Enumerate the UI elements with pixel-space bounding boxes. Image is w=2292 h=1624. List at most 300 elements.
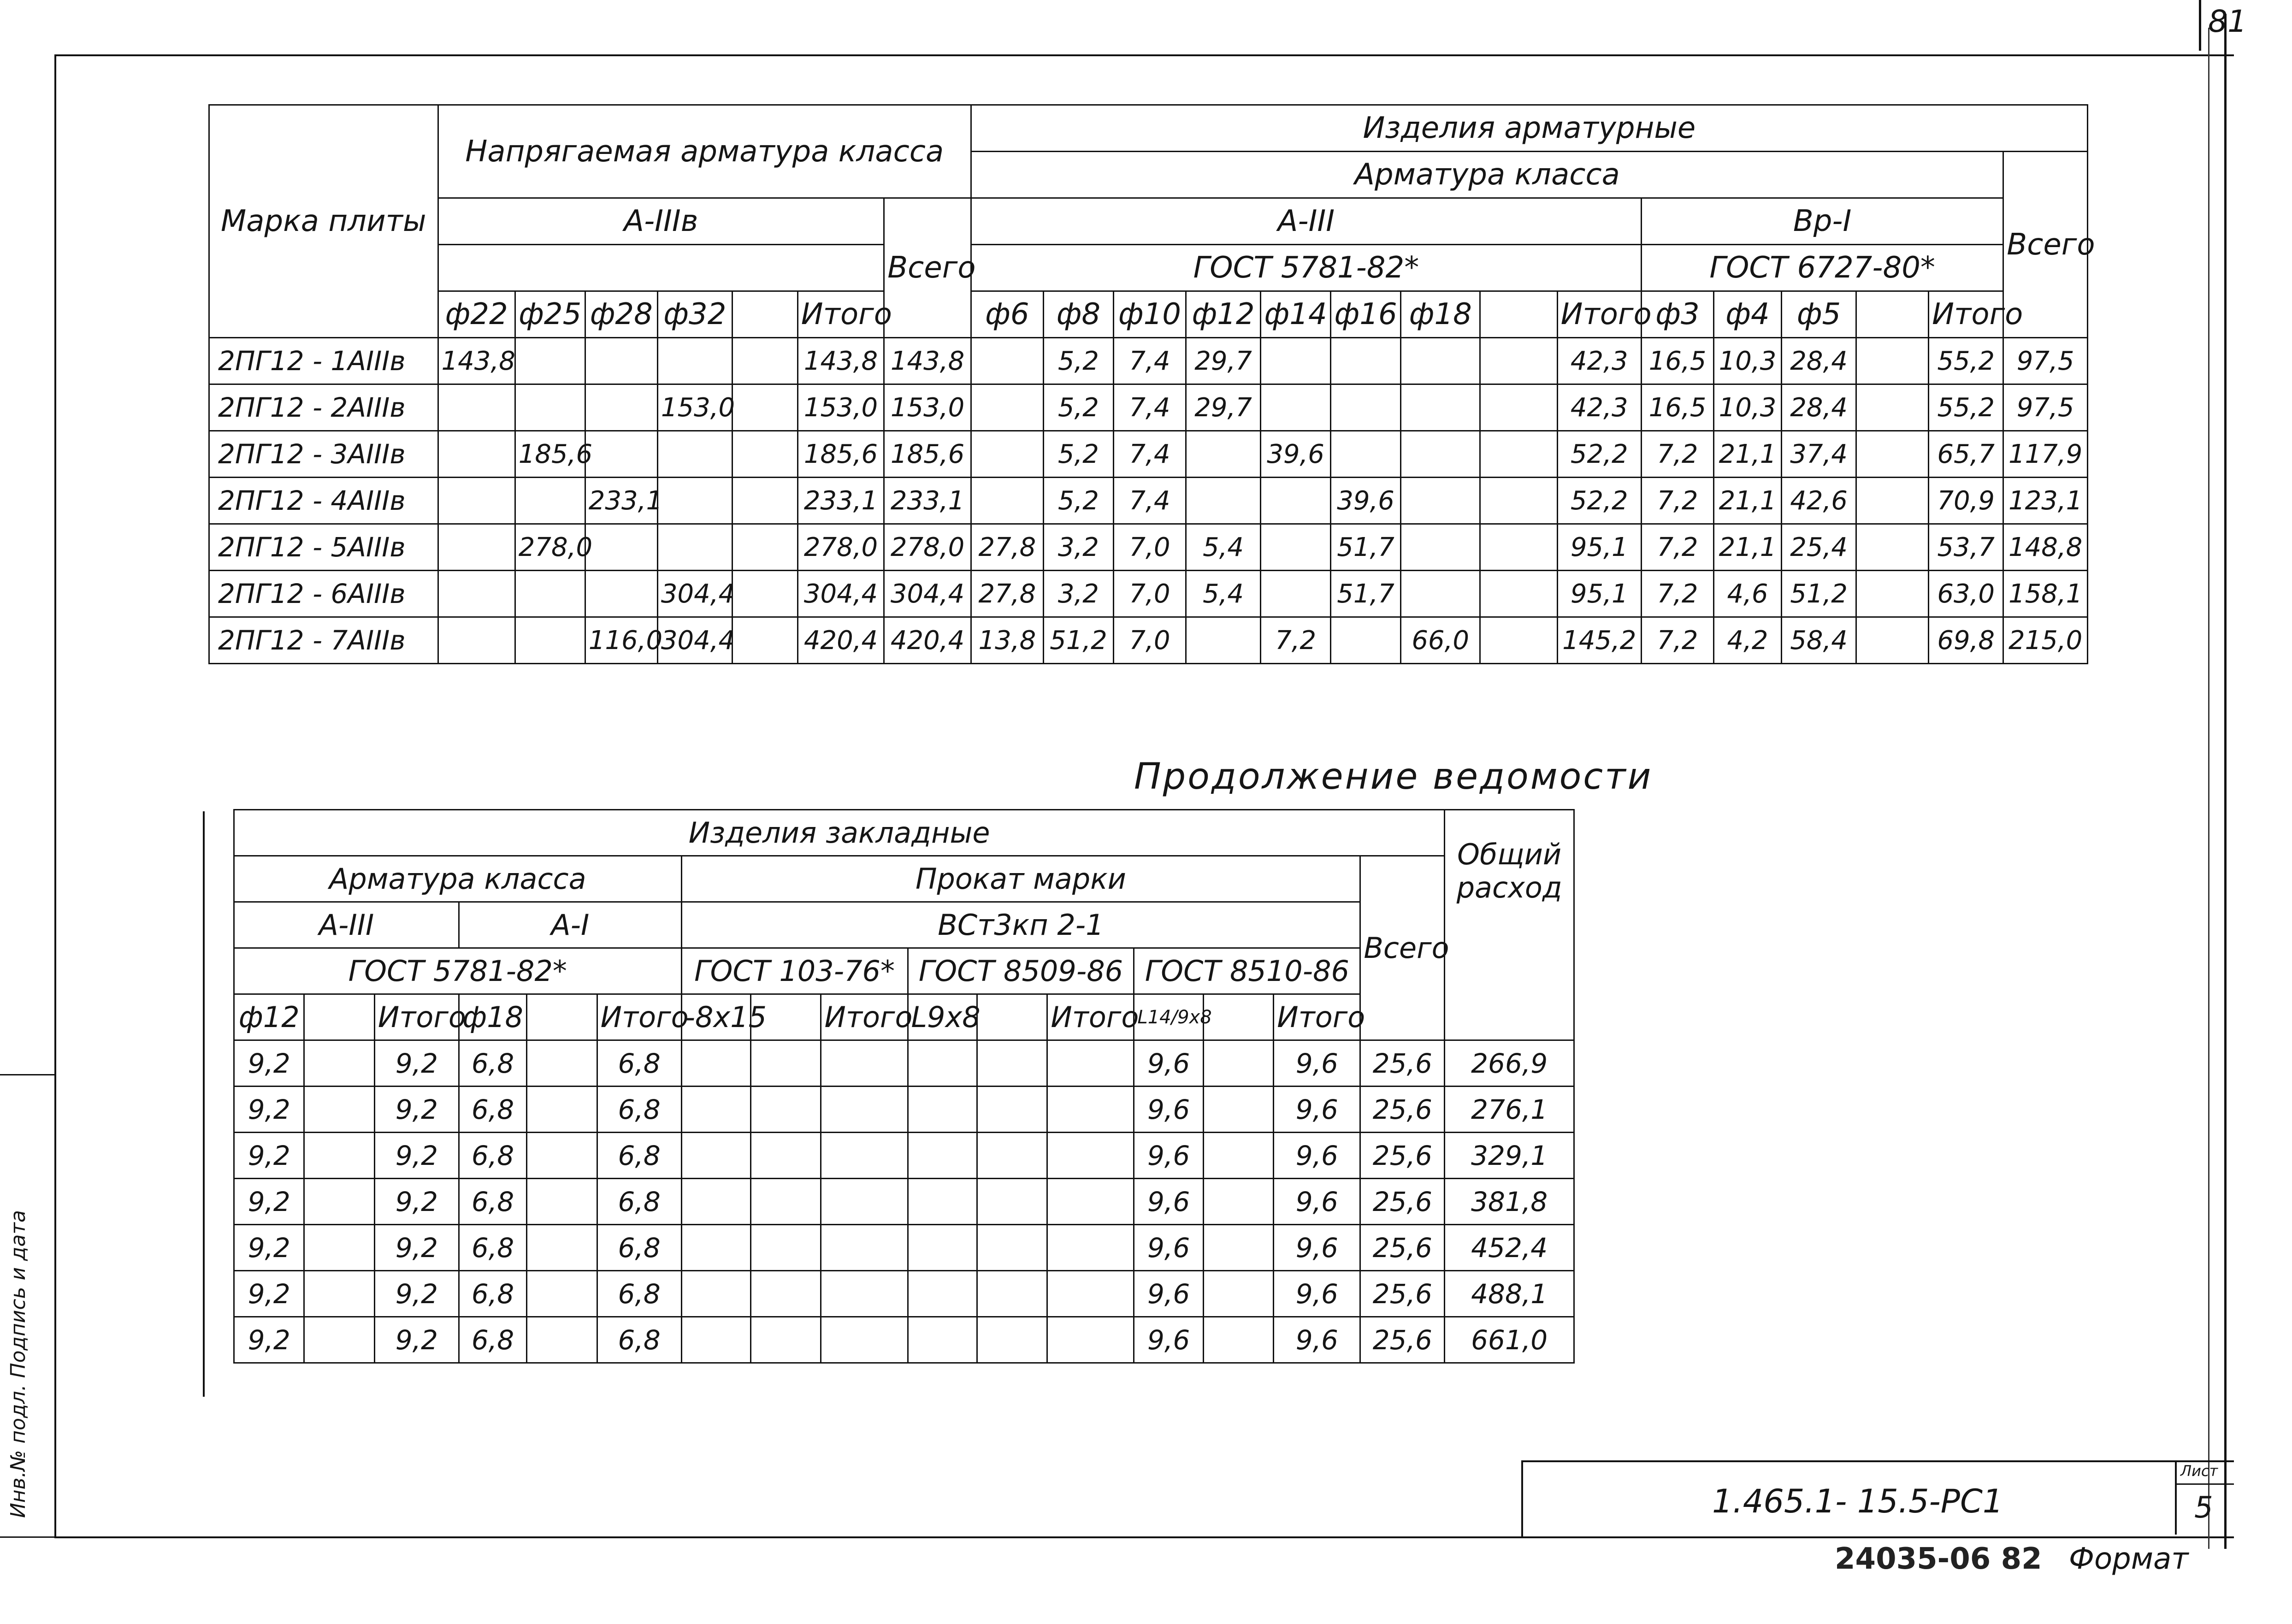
- table-cell: [1856, 478, 1929, 524]
- plate-mark: 2ПГ12 - 2AIIIв: [209, 384, 438, 431]
- table-cell: 153,0: [797, 384, 884, 431]
- table-cell: [1401, 571, 1480, 617]
- table-row: [234, 1087, 1574, 1133]
- table-cell: [821, 1040, 908, 1087]
- header-rebar-class: Арматура класса: [971, 152, 2003, 198]
- header-a3-gost: ГОСТ 5781-82*: [971, 245, 1641, 291]
- table-cell: [304, 1317, 374, 1363]
- table-cell: 6,8: [597, 1317, 681, 1363]
- table-cell: [751, 1133, 821, 1179]
- table-cell: 420,4: [884, 617, 971, 664]
- table-cell: [1331, 338, 1401, 384]
- table-cell: [1203, 1133, 1273, 1179]
- table-cell: 52,2: [1557, 431, 1641, 478]
- table2-left-bracket: [203, 811, 205, 1397]
- table-cell: [681, 1317, 750, 1363]
- table-cell: 16,5: [1641, 338, 1713, 384]
- table-row: [209, 524, 2088, 571]
- table-cell: [304, 1271, 374, 1317]
- header-a1: A-I: [459, 902, 681, 948]
- table-cell: 25,6: [1360, 1225, 1445, 1271]
- table-cell: 266,9: [1445, 1040, 1574, 1087]
- table-cell: [971, 478, 1043, 524]
- table-cell: 65,7: [1929, 431, 2003, 478]
- table-cell: [821, 1133, 908, 1179]
- subheader-1: [304, 994, 374, 1040]
- table-cell: [751, 1087, 821, 1133]
- table-cell: [908, 1040, 977, 1087]
- table-row: [209, 478, 2088, 524]
- table-cell: 6,8: [597, 1179, 681, 1225]
- table-cell: 278,0: [515, 524, 585, 571]
- table-cell: 185,6: [797, 431, 884, 478]
- table-cell: [1047, 1133, 1134, 1179]
- subheader-bp1-4: Итого: [1929, 291, 2003, 338]
- subheader-a3-8: Итого: [1557, 291, 1641, 338]
- table-cell: [821, 1179, 908, 1225]
- table-cell: [585, 524, 657, 571]
- table-cell: [1480, 431, 1557, 478]
- header-prestressed: Напрягаемая арматура класса: [438, 105, 971, 198]
- table-cell: 28,4: [1781, 384, 1856, 431]
- header-gost-rebar: ГОСТ 5781-82*: [234, 948, 682, 994]
- footer: [1835, 1542, 2189, 1576]
- table-cell: 3,2: [1043, 571, 1113, 617]
- header-embedded: Изделия закладные: [234, 810, 1445, 856]
- table-cell: 25,6: [1360, 1040, 1445, 1087]
- table-cell: 6,8: [459, 1271, 526, 1317]
- table-cell: [821, 1317, 908, 1363]
- table-cell: [1047, 1179, 1134, 1225]
- table-cell: 66,0: [1401, 617, 1480, 664]
- footer-format-label: Формат: [2068, 1542, 2189, 1576]
- table-cell: 69,8: [1929, 617, 2003, 664]
- continuation-title: Продолжение ведомости: [1134, 756, 1653, 797]
- table-cell: 329,1: [1445, 1133, 1574, 1179]
- table-cell: [908, 1225, 977, 1271]
- table-cell: 9,6: [1134, 1179, 1203, 1225]
- table-cell: 6,8: [597, 1087, 681, 1133]
- table-cell: 7,4: [1113, 384, 1186, 431]
- table-row: [209, 571, 2088, 617]
- table-cell: [1203, 1317, 1273, 1363]
- table-cell: [304, 1087, 374, 1133]
- header-bp1: Bp-I: [1641, 198, 2003, 245]
- table-row: [234, 1225, 1574, 1271]
- table-cell: 123,1: [2003, 478, 2088, 524]
- table-cell: 29,7: [1186, 338, 1260, 384]
- table-cell: [908, 1133, 977, 1179]
- plate-mark: 2ПГ12 - 4AIIIв: [209, 478, 438, 524]
- table-cell: [971, 338, 1043, 384]
- table-cell: 42,3: [1557, 338, 1641, 384]
- table-cell: [1401, 524, 1480, 571]
- table-cell: [1331, 431, 1401, 478]
- subheader-8: Итого: [821, 994, 908, 1040]
- table-cell: [304, 1225, 374, 1271]
- table-cell: 9,6: [1274, 1179, 1360, 1225]
- subheader-a3-5: ф16: [1331, 291, 1401, 338]
- table-cell: [971, 384, 1043, 431]
- table-cell: 381,8: [1445, 1179, 1574, 1225]
- table-cell: 276,1: [1445, 1087, 1574, 1133]
- subheader-a3-6: ф18: [1401, 291, 1480, 338]
- table-cell: 21,1: [1714, 478, 1782, 524]
- table-cell: 9,2: [234, 1271, 304, 1317]
- table-cell: 5,4: [1186, 524, 1260, 571]
- sheet-label: Лист: [2180, 1462, 2218, 1480]
- table-cell: [1856, 617, 1929, 664]
- table-cell: [527, 1271, 597, 1317]
- table-cell: 304,4: [884, 571, 971, 617]
- table-cell: [585, 384, 657, 431]
- table-cell: [1480, 338, 1557, 384]
- right-border-line-inner: [2208, 28, 2209, 1549]
- subheader-6: -8x15: [681, 994, 750, 1040]
- table-cell: [1856, 571, 1929, 617]
- subheader-13: [1203, 994, 1273, 1040]
- subheader-14: Итого: [1274, 994, 1360, 1040]
- table-cell: [977, 1179, 1047, 1225]
- table-cell: [1401, 478, 1480, 524]
- table-cell: 25,6: [1360, 1179, 1445, 1225]
- table-cell: [751, 1225, 821, 1271]
- table-cell: 143,8: [797, 338, 884, 384]
- header-bp1-gost: ГОСТ 6727-80*: [1641, 245, 2003, 291]
- table-cell: 9,2: [374, 1087, 459, 1133]
- table-cell: [732, 524, 797, 571]
- table-cell: 153,0: [884, 384, 971, 431]
- table-cell: 58,4: [1781, 617, 1856, 664]
- table-cell: 7,2: [1641, 617, 1713, 664]
- table-cell: [751, 1271, 821, 1317]
- subheader-3: ф18: [459, 994, 526, 1040]
- subheader-prestressed-3: ф32: [657, 291, 732, 338]
- table-cell: [527, 1087, 597, 1133]
- table-cell: [681, 1225, 750, 1271]
- table-cell: 52,2: [1557, 478, 1641, 524]
- table-cell: 10,3: [1714, 384, 1782, 431]
- sheet-label-divider: [2177, 1483, 2234, 1485]
- table-cell: 21,1: [1714, 431, 1782, 478]
- table-cell: [1401, 384, 1480, 431]
- table-cell: 55,2: [1929, 338, 2003, 384]
- subheader-a3-0: ф6: [971, 291, 1043, 338]
- header-plate-mark: Марка плиты: [209, 105, 438, 338]
- subheader-prestressed-5: Итого: [797, 291, 884, 338]
- table-cell: 9,6: [1274, 1317, 1360, 1363]
- table-cell: 116,0: [585, 617, 657, 664]
- header-gost103: ГОСТ 103-76*: [681, 948, 908, 994]
- table-cell: [1047, 1040, 1134, 1087]
- header-overall-consumption: Общий расход: [1445, 810, 1574, 1040]
- table-row: [234, 1271, 1574, 1317]
- table-cell: [977, 1087, 1047, 1133]
- table-cell: 143,8: [884, 338, 971, 384]
- table-cell: 25,6: [1360, 1271, 1445, 1317]
- table-cell: 5,2: [1043, 338, 1113, 384]
- table-cell: 304,4: [797, 571, 884, 617]
- table-cell: 185,6: [884, 431, 971, 478]
- table-cell: [1480, 571, 1557, 617]
- table-cell: [908, 1317, 977, 1363]
- table-cell: [1203, 1179, 1273, 1225]
- table-cell: 7,2: [1641, 478, 1713, 524]
- table-cell: [821, 1271, 908, 1317]
- table-cell: 51,2: [1043, 617, 1113, 664]
- header-rebar-class: Арматура класса: [234, 856, 682, 902]
- table-cell: [1261, 338, 1331, 384]
- table-cell: 278,0: [884, 524, 971, 571]
- table-cell: 39,6: [1331, 478, 1401, 524]
- table-cell: [1047, 1317, 1134, 1363]
- table-cell: 488,1: [1445, 1271, 1574, 1317]
- table-cell: [977, 1225, 1047, 1271]
- table-cell: 51,7: [1331, 571, 1401, 617]
- table-cell: 37,4: [1781, 431, 1856, 478]
- table-cell: [438, 384, 515, 431]
- table-cell: 278,0: [797, 524, 884, 571]
- header-blank: [438, 245, 884, 291]
- table-cell: [977, 1271, 1047, 1317]
- table-cell: 7,0: [1113, 524, 1186, 571]
- table-cell: 9,6: [1134, 1040, 1203, 1087]
- table-cell: [908, 1271, 977, 1317]
- table-cell: [438, 524, 515, 571]
- table-cell: [1047, 1225, 1134, 1271]
- table-cell: 7,2: [1641, 431, 1713, 478]
- table-cell: [585, 431, 657, 478]
- plate-mark: 2ПГ12 - 5AIIIв: [209, 524, 438, 571]
- table-cell: 143,8: [438, 338, 515, 384]
- table-cell: [527, 1317, 597, 1363]
- table-cell: [438, 431, 515, 478]
- sheet-number: 5: [2194, 1491, 2213, 1525]
- header-rolled: Прокат марки: [681, 856, 1360, 902]
- table-cell: 9,2: [374, 1271, 459, 1317]
- table-cell: [1186, 431, 1260, 478]
- table-cell: 6,8: [459, 1040, 526, 1087]
- table-cell: 25,6: [1360, 1317, 1445, 1363]
- table-cell: 42,6: [1781, 478, 1856, 524]
- embedded-items-table: [233, 809, 1575, 1364]
- table-cell: [732, 384, 797, 431]
- table-cell: [657, 524, 732, 571]
- table-cell: [732, 338, 797, 384]
- table-cell: 95,1: [1557, 524, 1641, 571]
- table-cell: 51,7: [1331, 524, 1401, 571]
- subheader-5: Итого: [597, 994, 681, 1040]
- table-cell: 145,2: [1557, 617, 1641, 664]
- subheader-a3-2: ф10: [1113, 291, 1186, 338]
- table-row: [209, 431, 2088, 478]
- table-cell: 6,8: [459, 1179, 526, 1225]
- table-row: [209, 338, 2088, 384]
- table-cell: [1331, 617, 1401, 664]
- table-cell: 9,2: [234, 1179, 304, 1225]
- plate-mark: 2ПГ12 - 1AIIIв: [209, 338, 438, 384]
- table-cell: [1047, 1271, 1134, 1317]
- table-cell: 25,4: [1781, 524, 1856, 571]
- header-gost8510: ГОСТ 8510-86: [1134, 948, 1360, 994]
- header-a3: A-III: [234, 902, 459, 948]
- sheet-corner-number: 81: [2208, 4, 2247, 39]
- table-cell: [527, 1040, 597, 1087]
- table-cell: 153,0: [657, 384, 732, 431]
- table-cell: 6,8: [459, 1087, 526, 1133]
- table-cell: 9,2: [234, 1317, 304, 1363]
- table-cell: 6,8: [459, 1133, 526, 1179]
- table-cell: [1480, 478, 1557, 524]
- table-cell: 5,2: [1043, 431, 1113, 478]
- table-cell: 4,2: [1714, 617, 1782, 664]
- table-cell: [585, 338, 657, 384]
- header-gost8509: ГОСТ 8509-86: [908, 948, 1134, 994]
- table-cell: [1203, 1271, 1273, 1317]
- table-cell: 53,7: [1929, 524, 2003, 571]
- table-cell: [977, 1317, 1047, 1363]
- table-cell: 9,2: [374, 1179, 459, 1225]
- table-cell: [732, 571, 797, 617]
- table-cell: 9,6: [1274, 1087, 1360, 1133]
- table-cell: 7,2: [1641, 571, 1713, 617]
- right-border-line: [2224, 14, 2227, 1549]
- table-cell: [515, 571, 585, 617]
- table-cell: 233,1: [585, 478, 657, 524]
- table-cell: 97,5: [2003, 384, 2088, 431]
- sheet-cell: [2175, 1460, 2234, 1535]
- header-total: Всего: [1360, 856, 1445, 1040]
- table-cell: 9,2: [374, 1133, 459, 1179]
- table-cell: 158,1: [2003, 571, 2088, 617]
- table-cell: 9,6: [1134, 1225, 1203, 1271]
- subheader-bp1-1: ф4: [1714, 291, 1782, 338]
- subheader-10: [977, 994, 1047, 1040]
- table-cell: 9,6: [1274, 1271, 1360, 1317]
- table-cell: 5,2: [1043, 478, 1113, 524]
- table-cell: 70,9: [1929, 478, 2003, 524]
- table-cell: [304, 1133, 374, 1179]
- table-cell: [657, 338, 732, 384]
- table-cell: 55,2: [1929, 384, 2003, 431]
- subheader-a3-4: ф14: [1261, 291, 1331, 338]
- table-cell: 7,4: [1113, 478, 1186, 524]
- table-cell: 9,2: [234, 1225, 304, 1271]
- table-cell: [438, 571, 515, 617]
- table-cell: 9,2: [234, 1133, 304, 1179]
- table-cell: [1331, 384, 1401, 431]
- table-cell: 148,8: [2003, 524, 2088, 571]
- table-cell: 13,8: [971, 617, 1043, 664]
- subheader-2: Итого: [374, 994, 459, 1040]
- subheader-prestressed-1: ф25: [515, 291, 585, 338]
- table-cell: 9,2: [234, 1040, 304, 1087]
- subheader-bp1-0: ф3: [1641, 291, 1713, 338]
- table-cell: [751, 1317, 821, 1363]
- table-cell: 6,8: [459, 1225, 526, 1271]
- table-cell: [438, 617, 515, 664]
- subheader-0: ф12: [234, 994, 304, 1040]
- table-cell: 9,2: [234, 1087, 304, 1133]
- table-cell: [527, 1179, 597, 1225]
- table-row: [209, 384, 2088, 431]
- table-cell: [751, 1179, 821, 1225]
- table-cell: [515, 338, 585, 384]
- table-cell: 7,0: [1113, 617, 1186, 664]
- table-cell: [681, 1133, 750, 1179]
- table-cell: 233,1: [884, 478, 971, 524]
- subheader-9: L9x8: [908, 994, 977, 1040]
- table-cell: 304,4: [657, 617, 732, 664]
- table-row: [234, 1133, 1574, 1179]
- footer-stamp: 24035-06 82: [1835, 1542, 2042, 1576]
- table-cell: 16,5: [1641, 384, 1713, 431]
- table-row: [234, 1317, 1574, 1363]
- table-cell: 661,0: [1445, 1317, 1574, 1363]
- table-cell: [1261, 478, 1331, 524]
- table-cell: 452,4: [1445, 1225, 1574, 1271]
- table-cell: 28,4: [1781, 338, 1856, 384]
- table-cell: [515, 617, 585, 664]
- table-row: [234, 1179, 1574, 1225]
- table-cell: [657, 431, 732, 478]
- table-cell: [1856, 338, 1929, 384]
- table-cell: 304,4: [657, 571, 732, 617]
- table-cell: [977, 1133, 1047, 1179]
- table-cell: [1856, 431, 1929, 478]
- side-stamp: [0, 1074, 56, 1538]
- document-code: 1.465.1- 15.5-РС1: [1712, 1482, 2003, 1520]
- table-cell: [908, 1087, 977, 1133]
- table-cell: 25,6: [1360, 1087, 1445, 1133]
- subheader-11: Итого: [1047, 994, 1134, 1040]
- table-cell: 5,2: [1043, 384, 1113, 431]
- table-cell: [1480, 617, 1557, 664]
- table-cell: 5,4: [1186, 571, 1260, 617]
- table-cell: [1401, 338, 1480, 384]
- table-cell: 9,6: [1274, 1225, 1360, 1271]
- table-cell: [527, 1225, 597, 1271]
- table-cell: [1401, 431, 1480, 478]
- subheader-12: L14/9x8: [1134, 994, 1203, 1040]
- table-cell: [908, 1179, 977, 1225]
- table-cell: 97,5: [2003, 338, 2088, 384]
- title-block: [1521, 1460, 2234, 1536]
- table-cell: [1047, 1087, 1134, 1133]
- header-a3: A-III: [971, 198, 1641, 245]
- table-cell: 6,8: [597, 1271, 681, 1317]
- table-cell: [1261, 524, 1331, 571]
- table-cell: 25,6: [1360, 1133, 1445, 1179]
- table-cell: 6,8: [597, 1225, 681, 1271]
- table-cell: 117,9: [2003, 431, 2088, 478]
- table-cell: [438, 478, 515, 524]
- table-cell: [585, 571, 657, 617]
- top-corner-line: [2199, 0, 2201, 51]
- table-cell: 63,0: [1929, 571, 2003, 617]
- table-cell: 9,6: [1134, 1317, 1203, 1363]
- header-grand-total: Всего: [2003, 152, 2088, 338]
- table-cell: [1261, 384, 1331, 431]
- table-cell: 7,4: [1113, 431, 1186, 478]
- table-cell: [681, 1040, 750, 1087]
- table-cell: [515, 478, 585, 524]
- subheader-prestressed-4: [732, 291, 797, 338]
- table-cell: 21,1: [1714, 524, 1782, 571]
- subheader-prestressed-2: ф28: [585, 291, 657, 338]
- table-cell: 7,2: [1261, 617, 1331, 664]
- table-cell: 9,2: [374, 1225, 459, 1271]
